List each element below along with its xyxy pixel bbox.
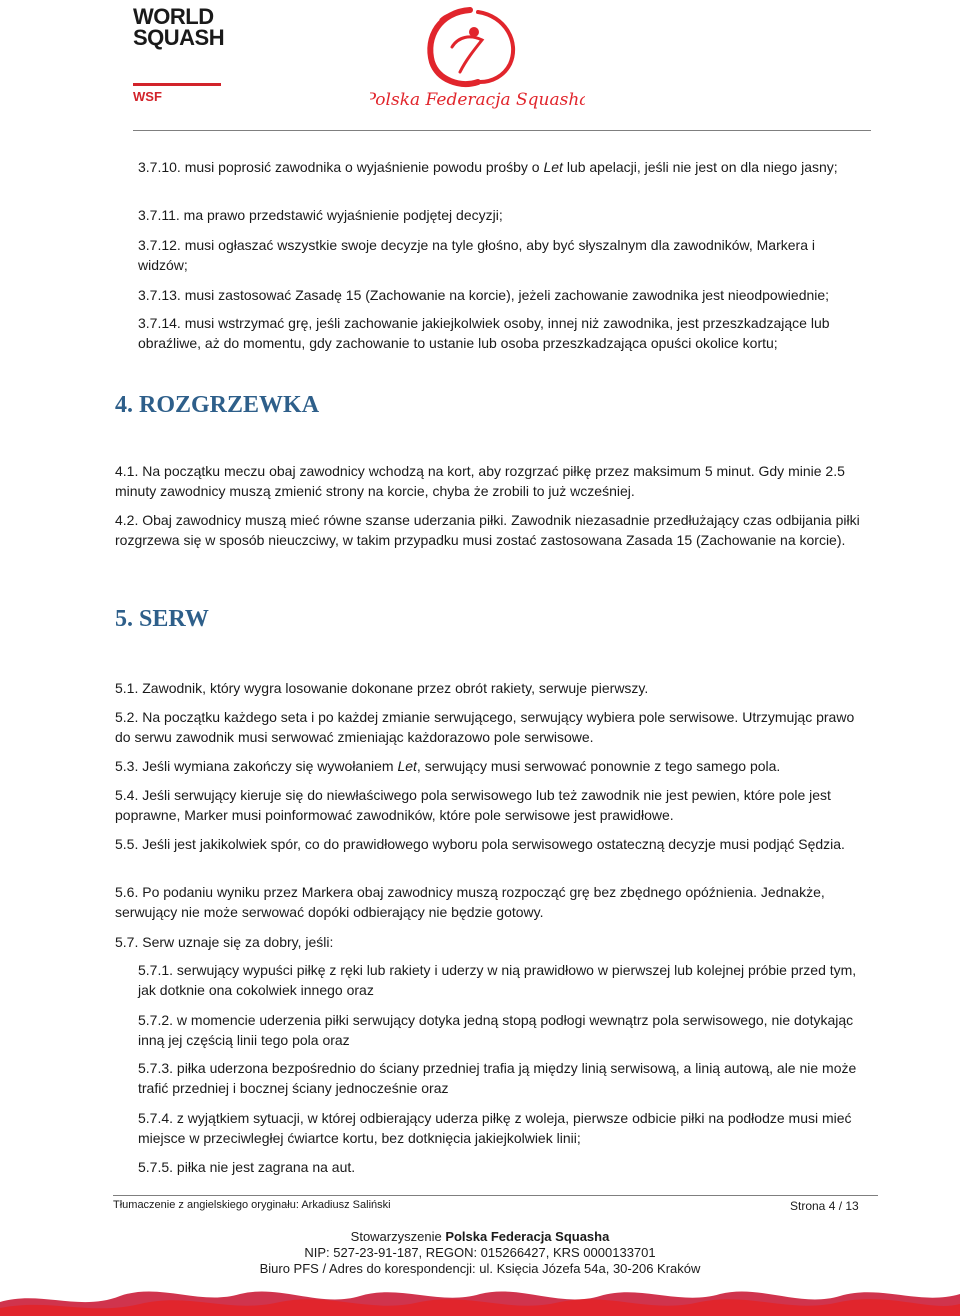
rule-5-7-4: 5.7.4. z wyjątkiem sytuacji, w której odbierający uderza piłkę z woleja, pierwsze odbicie piłki na podłodze musi mieć miejsce w przeciwległej ćwiartce kortu, bez dotknięcia jakiejkolwiek linii;	[138, 1110, 852, 1146]
let-term: Let	[543, 159, 563, 175]
wsf-logo-line2: SQUASH	[133, 25, 225, 50]
world-squash-logo	[133, 6, 233, 114]
section-heading-warmup: 4. ROZGRZEWKA	[115, 392, 320, 418]
pfs-logo-wordmark: Polska Federacja Squasha	[370, 90, 585, 110]
rule-5-5: 5.5. Jeśli jest jakikolwiek spór, co do prawidłowego wyboru pola serwisowego ostateczną decyzje musi podjąć Sędzia.	[115, 836, 845, 852]
rule-3-7-14: 3.7.14. musi wstrzymać grę, jeśli zachowanie jakiejkolwiek osoby, innej niż zawodnika, jest przeszkadzające lub obraźliwe, aż do momentu, gdy zachowanie to ustanie lub osoba przeszkadzająca opuści okolice kortu;	[138, 315, 830, 351]
rule-number: 5.4.	[115, 787, 139, 803]
footer-registry: NIP: 527-23-91-187, REGON: 015266427, KRS 0000133701	[304, 1245, 656, 1260]
let-term: Let	[397, 758, 417, 774]
rule-3-7-12: 3.7.12. musi ogłaszać wszystkie swoje decyzje na tyle głośno, aby być słyszalnym dla zawodników, Markera i widzów;	[138, 237, 815, 273]
rule-4-1: 4.1. Na początku meczu obaj zawodnicy wchodzą na kort, aby rozgrzać piłkę przez maksimum 5 minut. Gdy minie 2.5 minuty zawodnicy muszą zmienić strony na korcie, chyba że zrobili to już wcześniej.	[115, 463, 845, 499]
rule-number: 5.7.4.	[138, 1110, 174, 1126]
rule-5-7-3: 5.7.3. piłka uderzona bezpośrednio do ściany przedniej trafia ją między linią serwisową, a linią autową, ale nie może trafić przedniej i bocznej ściany jednocześnie oraz	[138, 1060, 857, 1096]
rule-5-1: 5.1. Zawodnik, który wygra losowanie dokonane przez obrót rakiety, serwuje pierwszy.	[115, 680, 649, 696]
section-heading-serve: 5. SERW	[115, 606, 209, 632]
rule-number: 5.7.	[115, 934, 139, 950]
rule-5-7-2: 5.7.2. w momencie uderzenia piłki serwujący dotyka jedną stopą podłogi wewnątrz pola serwisowego, nie dotykając inną jej częścią linii tego pola oraz	[138, 1012, 854, 1048]
rule-number: 5.5.	[115, 836, 139, 852]
rule-number: 5.7.1.	[138, 962, 174, 978]
footer-address: Biuro PFS / Adres do korespondencji: ul. Księcia Józefa 54a, 30-206 Kraków	[259, 1261, 701, 1276]
rule-number: 5.3.	[115, 758, 139, 774]
pfs-logo	[370, 2, 585, 120]
rule-number: 5.1.	[115, 680, 139, 696]
rule-5-3: 5.3. Jeśli wymiana zakończy się wywołaniem Let, serwujący musi serwować ponownie z tego samego pola.	[115, 758, 781, 774]
rule-number: 3.7.13.	[138, 287, 181, 303]
rule-number: 5.7.5.	[138, 1159, 174, 1175]
wsf-logo-bar	[133, 83, 221, 86]
rule-5-6: 5.6. Po podaniu wyniku przez Markera obaj zawodnicy muszą rozpocząć grę bez zbędnego opóźnienia. Jednakże, serwujący nie może serwować dopóki odbierający nie będzie gotowy.	[115, 884, 825, 920]
rule-3-7-10: 3.7.10. musi poprosić zawodnika o wyjaśnienie powodu prośby o Let lub apelacji, jeśli nie jest on dla niego jasny;	[138, 159, 838, 175]
rule-4-2: 4.2. Obaj zawodnicy muszą mieć równe szanse uderzania piłki. Zawodnik niezasadnie przedłużający czas odbijania piłki rozgrzewa się w sposób nieuczciwy, w takim przypadku musi zostać zastosowana Zasada 15 (Zachowanie na korcie).	[115, 512, 860, 548]
rule-5-7-5: 5.7.5. piłka nie jest zagrana na aut.	[138, 1159, 356, 1175]
rule-number: 5.2.	[115, 709, 139, 725]
rule-5-2: 5.2. Na początku każdego seta i po każdej zmianie serwującego, serwujący wybiera pole serwisowe. Utrzymując prawo do serwu zawodnik musi serwować zmieniając każdorazowo pole serwisowe.	[115, 709, 855, 745]
pfs-logo-emblem	[370, 2, 585, 120]
rule-number: 5.7.3.	[138, 1060, 174, 1076]
wsf-logo-abbr: WSF	[133, 89, 162, 104]
rule-number: 3.7.12.	[138, 237, 181, 253]
rule-number: 4.1.	[115, 463, 139, 479]
rule-number: 4.2.	[115, 512, 139, 528]
rule-5-7-1: 5.7.1. serwujący wypuści piłkę z ręki lub rakiety i uderzy w nią prawidłowo w pierwszej lub kolejnej próbie przed tym, jak dotknie ona cokolwiek innego oraz	[138, 962, 857, 998]
footer-organization: Stowarzyszenie Polska Federacja Squasha	[350, 1229, 610, 1244]
rule-3-7-11: 3.7.11. ma prawo przedstawić wyjaśnienie podjętej decyzji;	[138, 207, 503, 223]
translator-credit: Tłumaczenie z angielskiego oryginału: Arkadiusz Saliński	[113, 1199, 391, 1211]
header-divider	[133, 130, 871, 131]
footer-divider	[113, 1195, 878, 1196]
wsf-logo-line1: WORLD	[133, 4, 214, 29]
rule-number: 3.7.11.	[138, 207, 180, 223]
footer-wave-decoration	[0, 1272, 960, 1316]
footer-org-name: Polska Federacja Squasha	[445, 1229, 610, 1244]
rule-number: 3.7.14.	[138, 315, 181, 331]
rule-5-7: 5.7. Serw uznaje się za dobry, jeśli:	[115, 934, 334, 950]
page-number: Strona 4 / 13	[790, 1199, 859, 1213]
rule-5-4: 5.4. Jeśli serwujący kieruje się do niewłaściwego pola serwisowego lub też zawodnik nie jest pewien, które pole jest poprawne, Marker musi poinformować zawodników, które pole serwisowe jest prawidłowe.	[115, 787, 831, 823]
rule-number: 5.6.	[115, 884, 139, 900]
rule-3-7-13: 3.7.13. musi zastosować Zasadę 15 (Zachowanie na korcie), jeżeli zachowanie zawodnika jest nieodpowiednie;	[138, 287, 830, 303]
rule-number: 5.7.2.	[138, 1012, 174, 1028]
rule-number: 3.7.10.	[138, 159, 181, 175]
